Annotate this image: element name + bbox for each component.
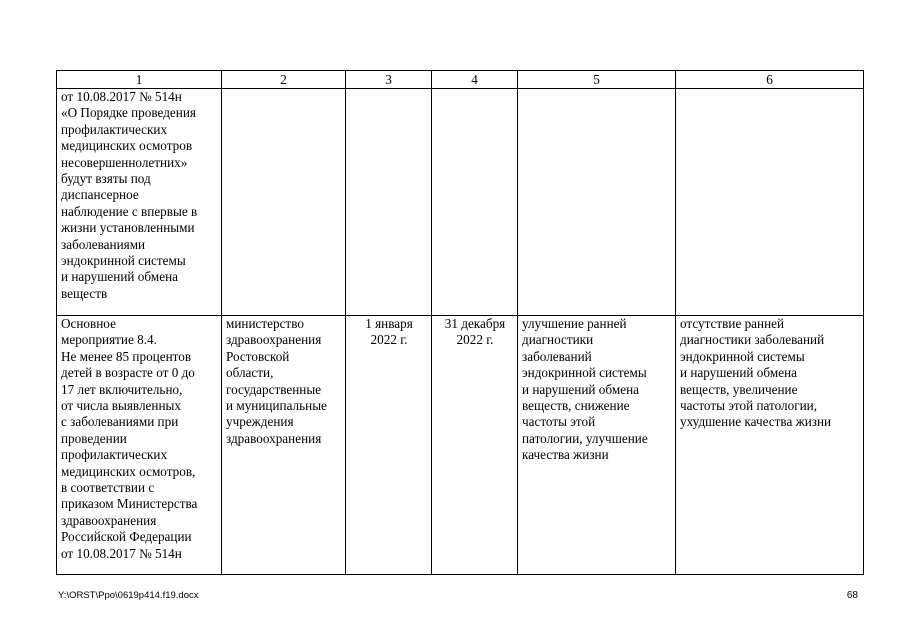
page-number: 68 bbox=[846, 590, 858, 601]
footer-file-path: Y:\ORST\Ppo\0619p414.f19.docx bbox=[58, 590, 199, 601]
column-number-1: 1 bbox=[57, 71, 222, 89]
column-number-5: 5 bbox=[518, 71, 676, 89]
expected-result-cell bbox=[518, 89, 676, 316]
measure-description-cell: от 10.08.2017 № 514н «О Порядке проведения профилактических медицинских осмотров несовершеннолетних» будут взяты под диспансерное наблюдение с впервые в жизни установленными заболеваниями эндокринной системы и нарушений обмена веществ bbox=[57, 89, 222, 316]
start-date-cell bbox=[346, 89, 432, 316]
document-table bbox=[56, 70, 864, 575]
column-number-2: 2 bbox=[222, 71, 346, 89]
consequences-cell bbox=[676, 89, 864, 316]
column-number-6: 6 bbox=[676, 71, 864, 89]
end-date-cell bbox=[432, 89, 518, 316]
start-date-cell: 1 января 2022 г. bbox=[346, 316, 432, 575]
measure-description-cell: Основное мероприятие 8.4. Не менее 85 процентов детей в возрасте от 0 до 17 лет включительно, от числа выявленных с заболеваниями при проведении профилактических медицинских осмотров, в соответствии с приказом Министерства здравоохранения Российской Федерации от 10.08.2017 № 514н bbox=[57, 316, 222, 575]
executor-cell: министерство здравоохранения Ростовской области, государственные и муниципальные учреждения здравоохранения bbox=[222, 316, 346, 575]
consequences-cell: отсутствие ранней диагностики заболеваний эндокринной системы и нарушений обмена веществ, увеличение частоты этой патологии, ухудшение качества жизни bbox=[676, 316, 864, 575]
executor-cell bbox=[222, 89, 346, 316]
table-row bbox=[57, 89, 864, 316]
table-header-row bbox=[57, 71, 864, 89]
expected-result-cell: улучшение ранней диагностики заболеваний эндокринной системы и нарушений обмена веществ, снижение частоты этой патологии, улучшение качества жизни bbox=[518, 316, 676, 575]
column-number-4: 4 bbox=[432, 71, 518, 89]
table-row bbox=[57, 316, 864, 575]
column-number-3: 3 bbox=[346, 71, 432, 89]
end-date-cell: 31 декабря 2022 г. bbox=[432, 316, 518, 575]
